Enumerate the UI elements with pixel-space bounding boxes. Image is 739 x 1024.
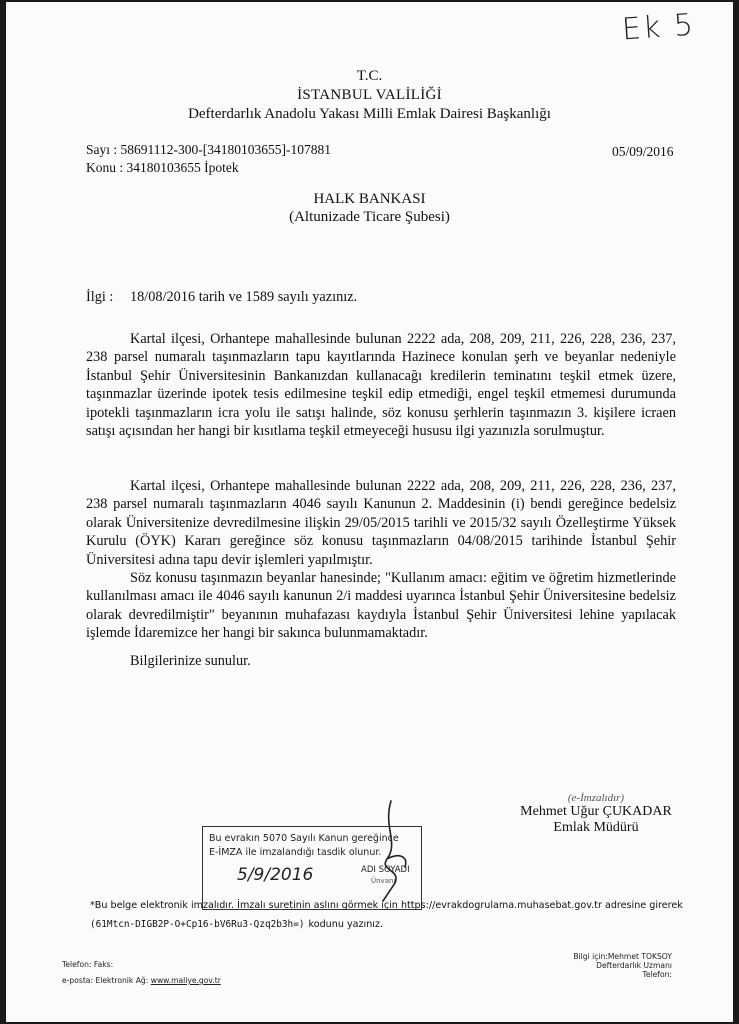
signer-name: Mehmet Uğur ÇUKADAR [520,804,672,819]
recipient-name: HALK BANKASI [313,191,426,207]
stamp-line-1: Bu evrakın 5070 Sayılı Kanun gereğince [209,833,399,844]
stamp-title-label: Ünvanı [371,877,396,885]
signature-block [506,792,686,836]
paragraph-1 [86,330,676,440]
sayi-line: Sayı : 58691112-300-[34180103655]-107881 [86,142,331,157]
stamp-handwritten-date: 5/9/2016 [237,865,314,885]
stamp-name-label: ADI SOYADI [361,865,410,875]
signer-title: Emlak Müdürü [553,820,639,835]
header-department: Defterdarlık Anadolu Yakası Milli Emlak Dairesi Başkanlığı [188,106,551,122]
e-imza-note: (e-İmzalıdır) [567,792,625,804]
ilgi-text: 18/08/2016 tarih ve 1589 sayılı yazınız. [130,289,358,305]
header-tc: T.C. [356,68,383,84]
paragraph-2-text: Kartal ilçesi, Orhantepe mahallesinde bulunan 2222 ada, 208, 209, 211, 226, 228, 236, 237, 238 parsel numaralı taşınmazların 4046 sayılı Kanunun 2. Maddesinin (i) bendi gereğince bedelsiz olarak Üniversitenize devredilmesine ilişkin 29/05/2015 tarihli ve 2015/32 sayılı Özelleştirme Yüksek Kurulu (ÖYK) Kararı gereğince söz konusu taşınmazların 04/08/2015 tarihinde İstanbul Şehir Üniversitesi adına tapu devir işlemleri yapılmıştır. [86,478,676,568]
handwritten-signature [353,797,433,907]
verification-code-line [90,914,383,932]
header-valilik: İSTANBUL VALİLİĞİ [297,87,442,103]
paragraph-4-text: Bilgilerinize sunulur. [130,653,251,669]
document-date: 05/09/2016 [612,144,674,159]
footer-info-title: Defterdarlık Uzmanı [596,961,672,970]
handwritten-annotation: Ek 5 [620,7,697,48]
paragraph-3-text: Söz konusu taşınmazın beyanlar hanesinde; "Kullanım amacı: eğitim ve öğretim hizmetlerinde kullanılması amacı ile 4046 sayılı kanunun 2/i maddesi uyarınca İstanbul Şehir Üniversitesine bedelsiz olarak devredilmiştir" beyanının muhafazası kaydıyla İstanbul Şehir Üniversitesi lehine yapılacak işlemde İdaremizce her hangi bir sakınca bulunmamaktadır. [86,570,676,642]
certification-stamp [202,826,422,910]
verification-code: (61Mtcn-DIGB2P-O+Cp16-bV6Ru3-Qzq2b3h=) [90,919,305,930]
paragraph-1-text: Kartal ilçesi, Orhantepe mahallesinde bulunan 2222 ada, 208, 209, 211, 226, 228, 236, 237, 238 parsel numaralı taşınmazların tapu kayıtlarında Hazinece konulan şerh ve beyanlar nedeniyle İstanbul Şehir Üniversitesinin Bankanızdan kullanacağı kredilerin teminatını teşkil etmek üzere, taşınmazlar üzerinde ipotek tesis edilmesine teşkil edip etmediği, engel teşkil etmemesi durumunda ipotekli taşınmazların icra yolu ile satışı halinde, söz konusu şerhlerin taşınmazın 3. kişilere icraen satışı açısından her hangi bir kısıtlama teşkil etmeyeceği hususu ilgi yazınızla sorulmuştur. [86,331,676,440]
recipient-branch: (Altunizade Ticare Şubesi) [289,209,450,225]
footer-email-label: e-posta: Elektronik Ağ: [62,976,149,985]
ilgi-label: İlgi : [86,289,114,305]
footer-info-person: Bilgi için:Mehmet TOKSOY [573,952,672,961]
paragraph-2 [86,477,676,569]
document-page [6,2,733,1022]
footer-info-block [562,952,672,979]
paragraph-3 [86,569,676,643]
footer-phone-fax: Telefon: Faks: [62,960,114,969]
verification-suffix: kodunu yazınız. [308,919,384,930]
verification-note: *Bu belge elektronik imzalıdır. İmzalı suretinin aslını görmek için https://evrakdogrulama.muhasebat.gov.tr adresine girerek [90,900,683,911]
footer-website-link[interactable]: www.maliye.gov.tr [150,976,221,985]
footer-contact [62,976,221,985]
stamp-line-2: E-İMZA ile imzalandığı tasdik olunur. [209,847,382,858]
paragraph-4 [86,652,676,670]
footer-info-phone: Telefon: [642,970,672,979]
konu-line: Konu : 34180103655 İpotek [86,160,239,175]
